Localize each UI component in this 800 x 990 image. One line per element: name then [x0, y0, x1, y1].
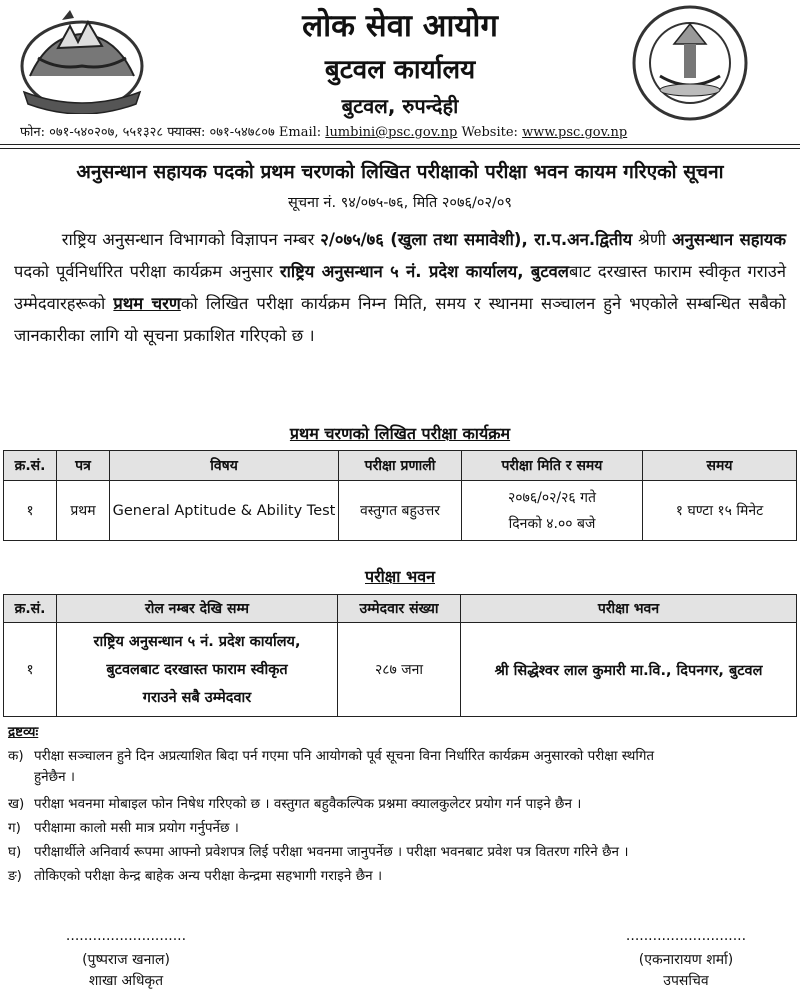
note-key: ङ): [8, 868, 22, 884]
header-rule-top: [0, 144, 800, 145]
signature-dots: ...........................: [65, 928, 187, 944]
cell-duration: १ घण्टा १५ मिनेट: [643, 481, 797, 541]
email-link[interactable]: lumbini@psc.gov.np: [325, 125, 458, 140]
note-item: [8, 746, 788, 788]
note-text: परीक्षा सञ्चालन हुने दिन अप्रत्याशित बिदा पर्न गएमा पनि आयोगको पूर्व सूचना विना निर्धारित कार्यक्रम अनुसारको परीक्षा स्थगित: [34, 748, 655, 764]
note-key: ख): [8, 796, 25, 812]
cell-subject: General Aptitude & Ability Test: [110, 481, 339, 541]
signature-right: [596, 928, 776, 990]
table-header-row: [4, 595, 797, 623]
para-text-4: बाट दरखास्त फाराम स्वीकृत गराउने उम्मेदवारहरूको: [14, 262, 786, 313]
cell-roll-line3: गराउने सबै उम्मेदवार: [142, 689, 252, 706]
note-key: घ): [8, 844, 22, 860]
para-text-5: को लिखित परीक्षा कार्यक्रम निम्न मिति, समय र स्थानमा सञ्चालन हुने भएकोले सम्बन्धित सबैको जानकारीका लागि यो सूचना प्रकाशित गरिएको छ ।: [14, 294, 786, 345]
website-link[interactable]: www.psc.gov.np: [522, 125, 628, 140]
para-post-name: अनुसन्धान सहायक: [672, 230, 787, 249]
office-name: बुटवल कार्यालय: [324, 55, 476, 85]
para-text-2: श्रेणी: [632, 230, 673, 249]
cell-sn: १: [4, 481, 57, 541]
col-header-subject: विषय: [110, 451, 339, 481]
signatory-name: (पुष्पराज खनाल): [82, 952, 170, 968]
signature-left: [36, 928, 216, 990]
col-header-hall: परीक्षा भवन: [461, 595, 797, 623]
para-text-3: पदको पूर्वनिर्धारित परीक्षा कार्यक्रम अनुसार: [14, 262, 280, 281]
venue-table: [3, 594, 797, 717]
signature-dots: ...........................: [625, 928, 747, 944]
signatory-title: शाखा अधिकृत: [88, 973, 164, 989]
cell-roll-line1: राष्ट्रिय अनुसन्धान ५ नं. प्रदेश कार्यालय,: [93, 633, 301, 650]
notice-paragraph: [14, 224, 786, 352]
col-header-count: उम्मेदवार संख्या: [338, 595, 461, 623]
note-item: [8, 866, 788, 887]
office-location: बुटवल, रुपन्देही: [341, 94, 459, 118]
table-row: [4, 623, 797, 717]
col-header-sn: क्र.सं.: [4, 451, 57, 481]
para-advert-no: २/०७५/७६ (खुला तथा समावेशी), रा.प.अन.द्वितीय: [320, 230, 633, 249]
psc-seal-logo: [626, 4, 754, 122]
cell-system: वस्तुगत बहुउत्तर: [339, 481, 462, 541]
col-header-duration: समय: [643, 451, 797, 481]
col-header-paper: पत्र: [57, 451, 110, 481]
contact-line: [20, 122, 627, 140]
venue-title: परीक्षा भवन: [365, 567, 435, 586]
note-item: [8, 794, 788, 815]
table-row: [4, 481, 797, 541]
notice-reference: सूचना नं. ९४/०७५-७६, मिति २०७६/०२/०९: [288, 195, 512, 211]
org-name: लोक सेवा आयोग: [302, 8, 498, 44]
contact-prefix: फोन: ०७१-५४०२०७, ५५१३२८ फ्याक्स: ०७१-५४७८०७ Email:: [20, 125, 326, 140]
note-item: [8, 818, 788, 839]
cell-roll-line2: बुटवलबाट दरखास्त फाराम स्वीकृत: [106, 661, 288, 678]
cell-paper: प्रथम: [57, 481, 110, 541]
para-phase: प्रथम चरण: [113, 294, 181, 313]
cell-hall: श्री सिद्धेश्वर लाल कुमारी मा.वि., दिपनगर, बुटवल: [461, 623, 797, 717]
note-text-cont: हुनेछैन ।: [34, 769, 76, 785]
notes-heading: द्रष्टव्यः: [8, 724, 39, 740]
signatory-name: (एकनारायण शर्मा): [638, 952, 734, 968]
col-header-roll: रोल नम्बर देखि सम्म: [57, 595, 338, 623]
notice-title: अनुसन्धान सहायक पदको प्रथम चरणको लिखित परीक्षाको परीक्षा भवन कायम गरिएको सूचना: [76, 161, 724, 183]
note-item: [8, 842, 788, 863]
note-key: ग): [8, 820, 21, 836]
schedule-title: प्रथम चरणको लिखित परीक्षा कार्यक्रम: [289, 424, 511, 443]
cell-date-line2: दिनको ४.०० बजे: [508, 515, 596, 532]
table-header-row: [4, 451, 797, 481]
note-text: परीक्षामा कालो मसी मात्र प्रयोग गर्नुपर्नेछ ।: [34, 820, 239, 836]
cell-sn: १: [4, 623, 57, 717]
col-header-sn: क्र.सं.: [4, 595, 57, 623]
header-rule-bottom: [0, 148, 800, 149]
col-header-system: परीक्षा प्रणाली: [339, 451, 462, 481]
note-key: क): [8, 748, 24, 764]
col-header-date: परीक्षा मिति र समय: [462, 451, 643, 481]
website-label: Website:: [457, 125, 523, 140]
cell-date-line1: २०७६/०२/२६ गते: [508, 489, 596, 506]
cell-roll: [57, 623, 338, 717]
schedule-table: [3, 450, 797, 541]
cell-date: [462, 481, 643, 541]
para-text-1: राष्ट्रिय अनुसन्धान विभागको विज्ञापन नम्बर: [14, 230, 321, 249]
signatory-title: उपसचिव: [663, 973, 709, 989]
note-text: तोकिएको परीक्षा केन्द्र बाहेक अन्य परीक्षा केन्द्रमा सहभागी गराइने छैन ।: [34, 868, 383, 884]
note-text: परीक्षार्थीले अनिवार्य रूपमा आफ्नो प्रवेशपत्र लिई परीक्षा भवनमा जानुपर्नेछ । परीक्षा भवनबाट प्रवेश पत्र वितरण गरिने छैन ।: [34, 844, 629, 860]
note-text: परीक्षा भवनमा मोबाइल फोन निषेध गरिएको छ । वस्तुगत बहुवैकल्पिक प्रश्नमा क्यालकुलेटर प्रयोग गर्न पाइने छैन ।: [34, 796, 582, 812]
cell-count: २८७ जना: [338, 623, 461, 717]
para-office-name: राष्ट्रिय अनुसन्धान ५ नं. प्रदेश कार्यालय, बुटवल: [279, 262, 569, 281]
